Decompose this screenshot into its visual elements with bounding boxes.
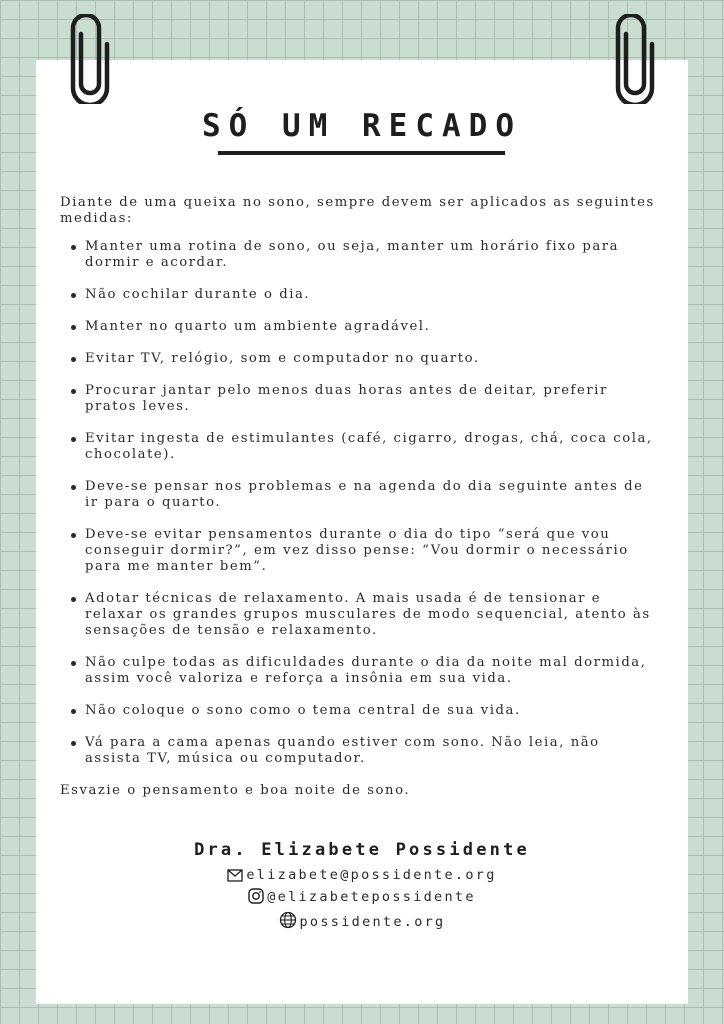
instagram-icon (248, 888, 264, 904)
paperclip-icon (612, 14, 658, 104)
list-item: Vá para a cama apenas quando estiver com sono. Não leia, não assista TV, música ou computador. (60, 735, 660, 767)
list-item: Não cochilar durante o dia. (60, 287, 660, 303)
note-body (60, 195, 660, 799)
list-item: Evitar ingesta de estimulantes (café, cigarro, drogas, chá, coca cola, chocolate). (60, 431, 660, 463)
list-item: Manter uma rotina de sono, ou seja, manter um horário fixo para dormir e acordar. (60, 239, 660, 271)
list-item: Não culpe todas as dificuldades durante o dia da noite mal dormida, assim você valoriza e reforça a insônia em sua vida. (60, 655, 660, 687)
instagram-text[interactable]: @elizabetepossidente (267, 889, 476, 905)
page-title: SÓ UM RECADO (202, 108, 522, 144)
paperclip-icon (67, 14, 113, 104)
list-item: Não coloque o sono como o tema central de sua vida. (60, 703, 660, 719)
closing-text: Esvazie o pensamento e boa noite de sono. (60, 783, 411, 798)
contact-website[interactable] (0, 911, 724, 931)
list-item: Procurar jantar pelo menos duas horas antes de deitar, preferir pratos leves. (60, 383, 660, 415)
list-item: Deve-se pensar nos problemas e na agenda do dia seguinte antes de ir para o quarto. (60, 479, 660, 511)
signature-name: Dra. Elizabete Possidente (194, 840, 530, 860)
list-item: Evitar TV, relógio, som e computador no quarto. (60, 351, 660, 367)
contact-email[interactable] (0, 866, 724, 884)
list-item: Manter no quarto um ambiente agradável. (60, 319, 660, 335)
list-item: Adotar técnicas de relaxamento. A mais usada é de tensionar e relaxar os grandes grupos musculares de modo sequencial, atento às sensações de tensão e relaxamento. (60, 591, 660, 639)
title-underline (218, 151, 505, 155)
website-text[interactable]: possidente.org (299, 914, 446, 930)
recommendations-list (60, 239, 660, 767)
list-item: Deve-se evitar pensamentos durante o dia do tipo “será que vou conseguir dormir?”, em vez disso pense: “Vou dormir o necessário para me manter bem”. (60, 527, 660, 575)
envelope-icon (227, 869, 243, 882)
intro-text: Diante de uma queixa no sono, sempre devem ser aplicados as seguintes medidas: (60, 195, 655, 226)
globe-icon (279, 911, 297, 929)
email-text[interactable]: elizabete@possidente.org (246, 867, 497, 883)
contact-instagram[interactable] (0, 888, 724, 906)
